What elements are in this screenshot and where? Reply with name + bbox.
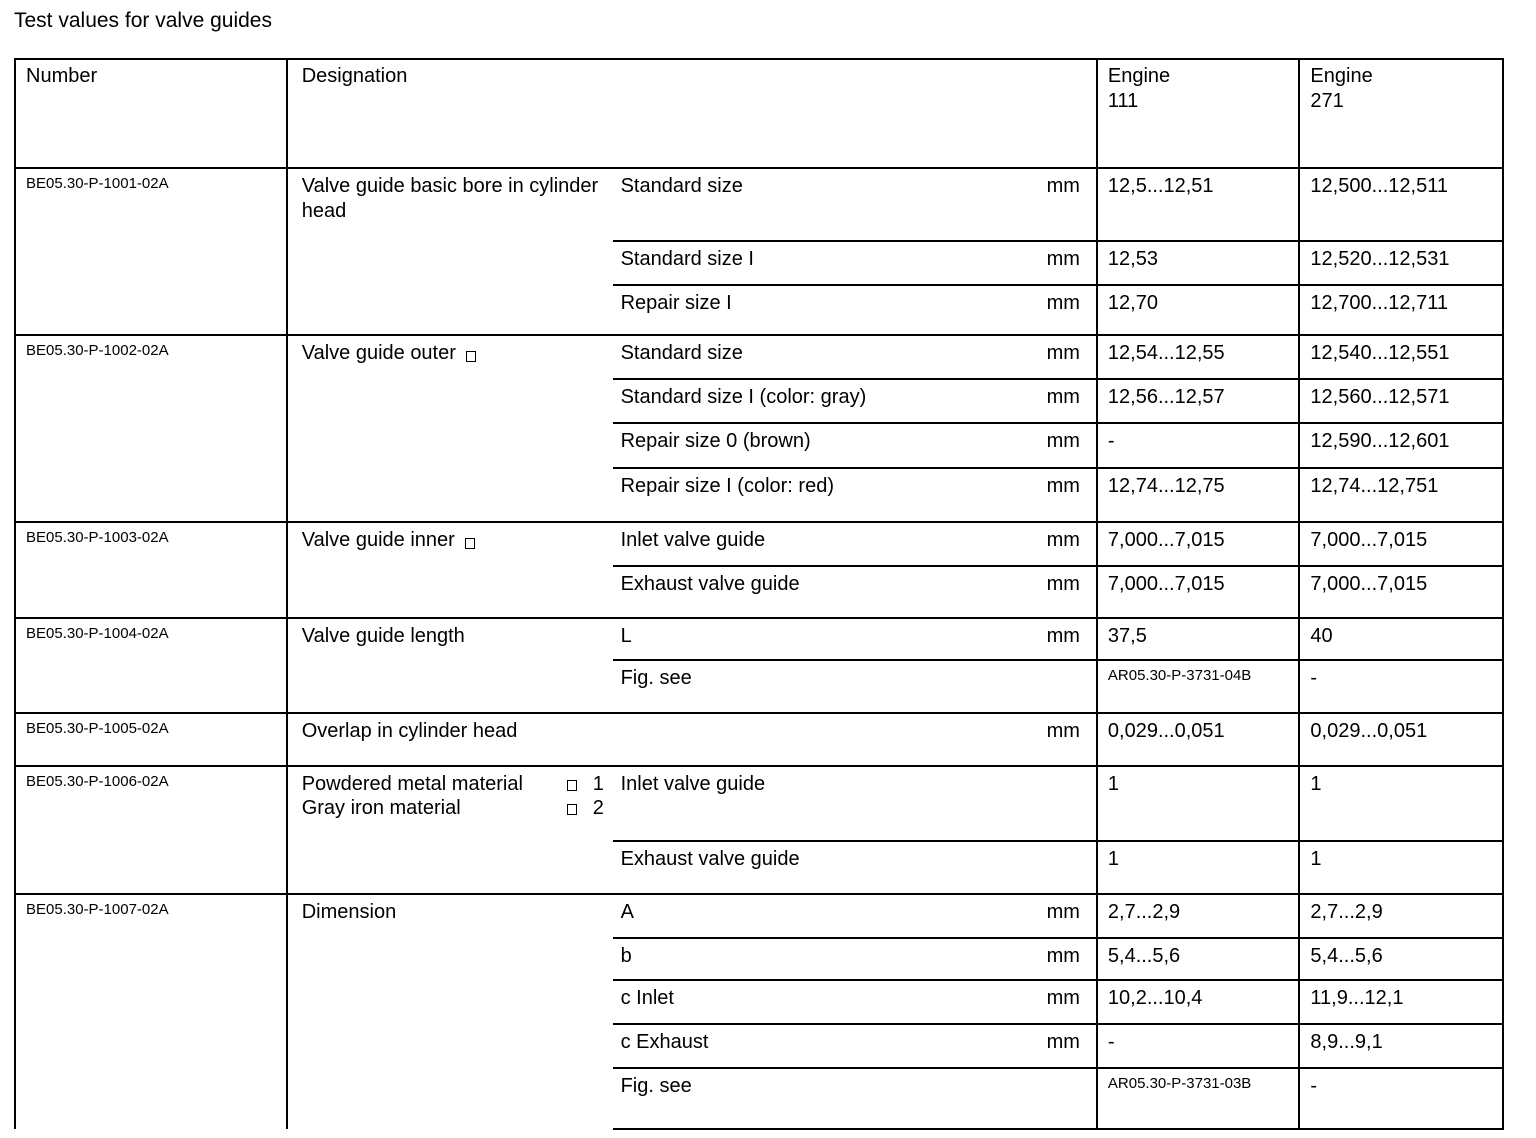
engine-271-value: 2,7...2,9 <box>1299 894 1503 938</box>
item-number: BE05.30-P-1006-02A <box>15 766 287 894</box>
item-number: BE05.30-P-1001-02A <box>15 168 287 335</box>
size-label: Standard size <box>613 168 1024 241</box>
engine-271-value: 8,9...9,1 <box>1299 1024 1503 1068</box>
dimension-label: b <box>613 938 1024 980</box>
size-label: Exhaust valve guide <box>613 841 1024 894</box>
size-label: L <box>613 618 1024 660</box>
unit-label: mm <box>1024 168 1097 241</box>
header-row <box>15 59 1503 168</box>
engine-111-value: 12,53 <box>1097 241 1300 285</box>
engine-271-value: 5,4...5,6 <box>1299 938 1503 980</box>
engine-271-value: 12,520...12,531 <box>1299 241 1503 285</box>
unit-label: mm <box>1024 241 1097 285</box>
unit-label: mm <box>1024 938 1097 980</box>
item-number: BE05.30-P-1007-02A <box>15 894 287 1129</box>
engine-111-value: 1 <box>1097 841 1300 894</box>
material-entry: Gray iron material 2 <box>301 797 604 819</box>
dimension-label: A <box>613 894 1024 938</box>
engine-111-value: 12,70 <box>1097 285 1300 335</box>
engine-271-value: 12,74...12,751 <box>1299 468 1503 522</box>
unit-label: mm <box>1024 468 1097 522</box>
unit-label: mm <box>1024 566 1097 618</box>
engine-271-value: 12,590...12,601 <box>1299 423 1503 468</box>
unit-label: mm <box>1024 980 1097 1024</box>
checkbox-square-icon <box>466 351 476 362</box>
checkbox-square-icon <box>567 804 577 815</box>
engine-271-value: - <box>1299 660 1503 713</box>
item-designation: Dimension <box>287 894 613 1129</box>
engine-271-value: 0,029...0,051 <box>1299 713 1503 766</box>
unit-label: mm <box>1024 379 1097 423</box>
header-engine-271: Engine 271 <box>1299 59 1503 168</box>
table-row <box>15 522 1503 566</box>
unit-label: mm <box>1024 423 1097 468</box>
size-label: Standard size I (color: gray) <box>613 379 1024 423</box>
engine-271-value: 7,000...7,015 <box>1299 522 1503 566</box>
item-designation: Valve guide inner <box>287 522 613 618</box>
engine-111-value: 12,74...12,75 <box>1097 468 1300 522</box>
table-row <box>15 713 1503 766</box>
engine-111-value: 7,000...7,015 <box>1097 566 1300 618</box>
unit-label <box>1024 1068 1097 1129</box>
unit-label: mm <box>1024 713 1097 766</box>
engine-111-value: - <box>1097 1024 1300 1068</box>
engine-111-value: - <box>1097 423 1300 468</box>
engine-271-value: 1 <box>1299 766 1503 841</box>
engine-111-value: 12,5...12,51 <box>1097 168 1300 241</box>
figure-reference[interactable]: AR05.30-P-3731-04B <box>1097 660 1300 713</box>
material-legend <box>287 766 613 894</box>
engine-111-value: 5,4...5,6 <box>1097 938 1300 980</box>
unit-label <box>1024 660 1097 713</box>
item-number: BE05.30-P-1003-02A <box>15 522 287 618</box>
engine-271-value: 11,9...12,1 <box>1299 980 1503 1024</box>
engine-271-value: 7,000...7,015 <box>1299 566 1503 618</box>
engine-271-value: 40 <box>1299 618 1503 660</box>
header-designation: Designation <box>287 59 1097 168</box>
checkbox-square-icon <box>567 780 577 791</box>
size-label: Repair size 0 (brown) <box>613 423 1024 468</box>
size-label: Repair size I <box>613 285 1024 335</box>
engine-111-value: 10,2...10,4 <box>1097 980 1300 1024</box>
size-label: Inlet valve guide <box>613 766 1024 841</box>
table-row <box>15 894 1503 938</box>
size-label: Exhaust valve guide <box>613 566 1024 618</box>
item-number: BE05.30-P-1002-02A <box>15 335 287 522</box>
table-row <box>15 766 1503 841</box>
engine-271-value: 12,540...12,551 <box>1299 335 1503 379</box>
size-label: Standard size <box>613 335 1024 379</box>
unit-label: mm <box>1024 618 1097 660</box>
dimension-label: c Inlet <box>613 980 1024 1024</box>
unit-label <box>1024 766 1097 841</box>
item-designation: Valve guide length <box>287 618 613 713</box>
engine-111-value: 2,7...2,9 <box>1097 894 1300 938</box>
unit-label: mm <box>1024 285 1097 335</box>
header-engine-111: Engine 111 <box>1097 59 1300 168</box>
engine-271-value: - <box>1299 1068 1503 1129</box>
size-label: Inlet valve guide <box>613 522 1024 566</box>
engine-271-value: 12,560...12,571 <box>1299 379 1503 423</box>
item-designation: Valve guide outer <box>287 335 613 522</box>
engine-111-value: 12,56...12,57 <box>1097 379 1300 423</box>
unit-label: mm <box>1024 522 1097 566</box>
figure-label: Fig. see <box>613 1068 1024 1129</box>
table-row <box>15 335 1503 379</box>
item-designation: Overlap in cylinder head <box>287 713 1024 766</box>
figure-label: Fig. see <box>613 660 1024 713</box>
table-row <box>15 168 1503 241</box>
item-number: BE05.30-P-1005-02A <box>15 713 287 766</box>
engine-271-value: 1 <box>1299 841 1503 894</box>
material-entry: Powdered metal material 1 <box>301 773 604 795</box>
engine-111-value: 12,54...12,55 <box>1097 335 1300 379</box>
size-label: Repair size I (color: red) <box>613 468 1024 522</box>
item-designation: Valve guide basic bore in cylinder head <box>287 168 613 335</box>
unit-label: mm <box>1024 335 1097 379</box>
size-label: Standard size I <box>613 241 1024 285</box>
item-number: BE05.30-P-1004-02A <box>15 618 287 713</box>
table-row <box>15 618 1503 660</box>
engine-271-value: 12,500...12,511 <box>1299 168 1503 241</box>
engine-111-value: 37,5 <box>1097 618 1300 660</box>
engine-271-value: 12,700...12,711 <box>1299 285 1503 335</box>
header-number: Number <box>15 59 287 168</box>
engine-111-value: 7,000...7,015 <box>1097 522 1300 566</box>
unit-label: mm <box>1024 894 1097 938</box>
page-title: Test values for valve guides <box>14 9 272 32</box>
valve-guide-test-values-table <box>14 58 1504 1130</box>
checkbox-square-icon <box>465 538 475 549</box>
engine-111-value: 0,029...0,051 <box>1097 713 1300 766</box>
unit-label <box>1024 841 1097 894</box>
figure-reference[interactable]: AR05.30-P-3731-03B <box>1097 1068 1300 1129</box>
engine-111-value: 1 <box>1097 766 1300 841</box>
unit-label: mm <box>1024 1024 1097 1068</box>
dimension-label: c Exhaust <box>613 1024 1024 1068</box>
